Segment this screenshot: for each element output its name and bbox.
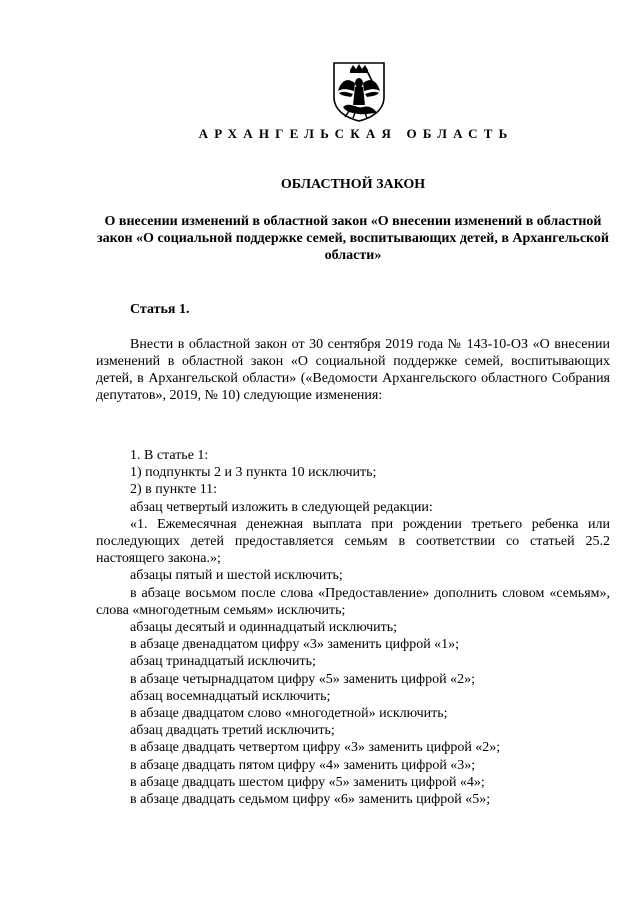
document-type: ОБЛАСТНОЙ ЗАКОН [280, 177, 426, 192]
list-item: 1) подпункты 2 и 3 пункта 10 исключить; [130, 465, 377, 481]
list-item: абзац восемнадцатый исключить; [130, 688, 331, 704]
list-item: 1. В статье 1: [130, 448, 209, 463]
article-items [96, 447, 610, 808]
list-item: абзац четвертый изложить в следующей редакции: [130, 499, 433, 515]
list-item: абзац двадцать третий исключить; [130, 723, 335, 739]
article-intro: Внести в областной закон от 30 сентября 2019 года № 143-10-ОЗ «О внесении изменений в областной закон «О социальной поддержке семей, воспитывающих детей, в Архангельской области» («Ведомости Архангельского областного Собрания депутатов», 2019, № 10) следующие изменения: [96, 337, 610, 403]
coat-of-arms-icon [331, 61, 387, 123]
list-item: «1. Ежемесячная денежная выплата при рождении третьего ребенка или последующих детей предоставляется семьям в соответствии со статьей 25.2 настоящего закона.»; [96, 516, 610, 567]
article-heading: Статья 1. [130, 302, 190, 317]
list-item: в абзаце двадцать четвертом цифру «3» заменить цифрой «2»; [130, 740, 501, 756]
list-item: 2) в пункте 11: [130, 482, 218, 498]
list-item: абзацы пятый и шестой исключить; [130, 568, 343, 584]
list-item: в абзаце четырнадцатом цифру «5» заменить цифрой «2»; [130, 671, 475, 687]
region-name: АРХАНГЕЛЬСКАЯ ОБЛАСТЬ [198, 126, 514, 141]
list-item: в абзаце двадцать седьмом цифру «6» заменить цифрой «5»; [130, 792, 491, 808]
list-item: в абзаце двенадцатом цифру «3» заменить цифрой «1»; [130, 637, 460, 653]
list-item: в абзаце восьмом после слова «Предоставление» дополнить словом «семьям», слова «многодетным семьям» исключить; [96, 585, 610, 618]
list-item: абзац тринадцатый исключить; [130, 654, 316, 670]
list-item: в абзаце двадцатом слово «многодетной» исключить; [130, 706, 448, 722]
law-title: О внесении изменений в областной закон «О внесении изменений в областной закон «О социальной поддержке семей, воспитывающих детей, в Архангельской области» [96, 214, 609, 263]
list-item: абзацы десятый и одиннадцатый исключить; [130, 620, 398, 636]
list-item: в абзаце двадцать пятом цифру «4» заменить цифрой «3»; [130, 757, 476, 773]
list-item: в абзаце двадцать шестом цифру «5» заменить цифрой «4»; [130, 774, 485, 790]
